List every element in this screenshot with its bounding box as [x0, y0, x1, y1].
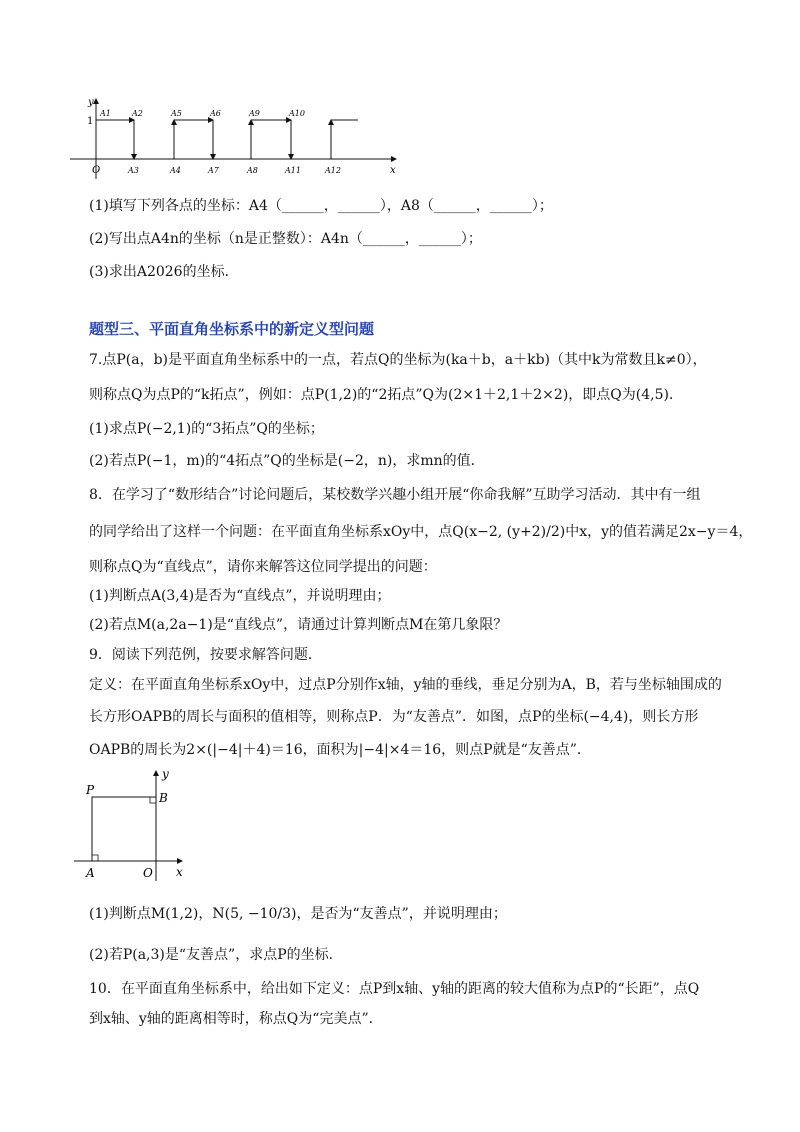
q9-line-3: 长方形OAPB的周长与面积的值相等，则称点P．为“友善点”．如图，点P的坐标(−4,4)，则长方形 — [89, 709, 699, 725]
x-axis-label: x — [176, 865, 183, 879]
q9-line-1: 9．阅读下列范例，按要求解答问题． — [89, 647, 322, 663]
q7-part-2: (2)若点P(−1，m)的“4拓点”Q的坐标是(−2，n)，求mn的值． — [89, 453, 485, 469]
point-label: A8 — [247, 166, 258, 175]
q9-line-2: 定义：在平面直角坐标系xOy中，过点P分别作x轴，y轴的垂线，垂足分别为A，B，若与坐标轴围成的 — [89, 677, 722, 693]
q8-part-2: (2)若点M(a,2a−1)是“直线点”，请通过计算判断点M在第几象限？ — [89, 617, 508, 633]
question-part-2: (2)写出点A4n的坐标（n是正整数）：A4n（______，______）； — [89, 231, 482, 247]
point-label: A5 — [171, 109, 182, 118]
y-axis-label: y — [162, 767, 169, 781]
unit-label: 1 — [87, 116, 94, 127]
origin-label: O — [92, 165, 101, 176]
q8-line-1: 8．在学习了“数形结合”讨论问题后，某校数学兴趣小组开展“你命我解”互助学习活动．其中有一组 — [89, 487, 701, 503]
x-axis-label: x — [390, 165, 396, 176]
point-label: A4 — [170, 166, 181, 175]
q8-part-1: (1)判断点A(3,4)是否为“直线点”，并说明理由； — [89, 588, 391, 604]
question-part-1: (1)填写下列各点的坐标：A4（______，______），A8（______，______）； — [89, 198, 553, 214]
step-path-figure — [70, 95, 410, 185]
point-label: A9 — [249, 109, 260, 118]
q10-line-2: 到x轴、y轴的距离相等时，称点Q为“完美点”． — [89, 1011, 383, 1027]
point-label: A11 — [285, 166, 301, 175]
point-label: A3 — [128, 166, 139, 175]
q10-line-1: 10．在平面直角坐标系中，给出如下定义：点P到x轴、y轴的距离的较大值称为点P的“长距”，点Q — [89, 981, 700, 997]
point-label: A1 — [100, 109, 111, 118]
rectangle-figure — [70, 765, 200, 885]
point-label: A12 — [325, 166, 341, 175]
q9-part-2: (2)若P(a,3)是“友善点”，求点P的坐标． — [89, 947, 343, 963]
point-a-label: A — [86, 866, 95, 880]
q7-line-2: 则称点Q为点P的“k拓点”，例如：点P(1,2)的“2拓点”Q为(2×1＋2,1＋2×2)，即点Q为(4,5)． — [89, 387, 683, 403]
q9-part-1: (1)判断点M(1,2)，N(5, −10/3)，是否为“友善点”，并说明理由； — [89, 906, 507, 922]
point-label: A2 — [132, 109, 143, 118]
q8-line-2: 的同学给出了这样一个问题：在平面直角坐标系xOy中，点Q(x−2, (y+2)/2)中x，y的值若满足2x−y＝4， — [89, 524, 753, 540]
q7-line-1: 7.点P(a，b)是平面直角坐标系中的一点，若点Q的坐标为(ka＋b，a＋kb)（其中k为常数且k≠0）， — [89, 352, 707, 368]
q9-line-4: OAPB的周长为2×(|−4|＋4)＝16，面积为|−4|×4＝16，则点P就是“友善点”． — [89, 742, 591, 758]
point-p-label: P — [86, 783, 95, 797]
point-label: A7 — [208, 166, 219, 175]
q7-part-1: (1)求点P(−2,1)的“3拓点”Q的坐标； — [89, 421, 324, 437]
point-label: A6 — [210, 109, 221, 118]
y-axis-label: y — [88, 97, 94, 108]
q8-line-3: 则称点Q为“直线点”，请你来解答这位同学提出的问题： — [89, 559, 437, 575]
question-part-3: (3)求出A2026的坐标． — [89, 264, 239, 280]
point-label: A10 — [289, 109, 305, 118]
point-b-label: B — [159, 791, 168, 805]
section-heading: 题型三、平面直角坐标系中的新定义型问题 — [89, 320, 375, 338]
point-o-label: O — [143, 866, 153, 880]
